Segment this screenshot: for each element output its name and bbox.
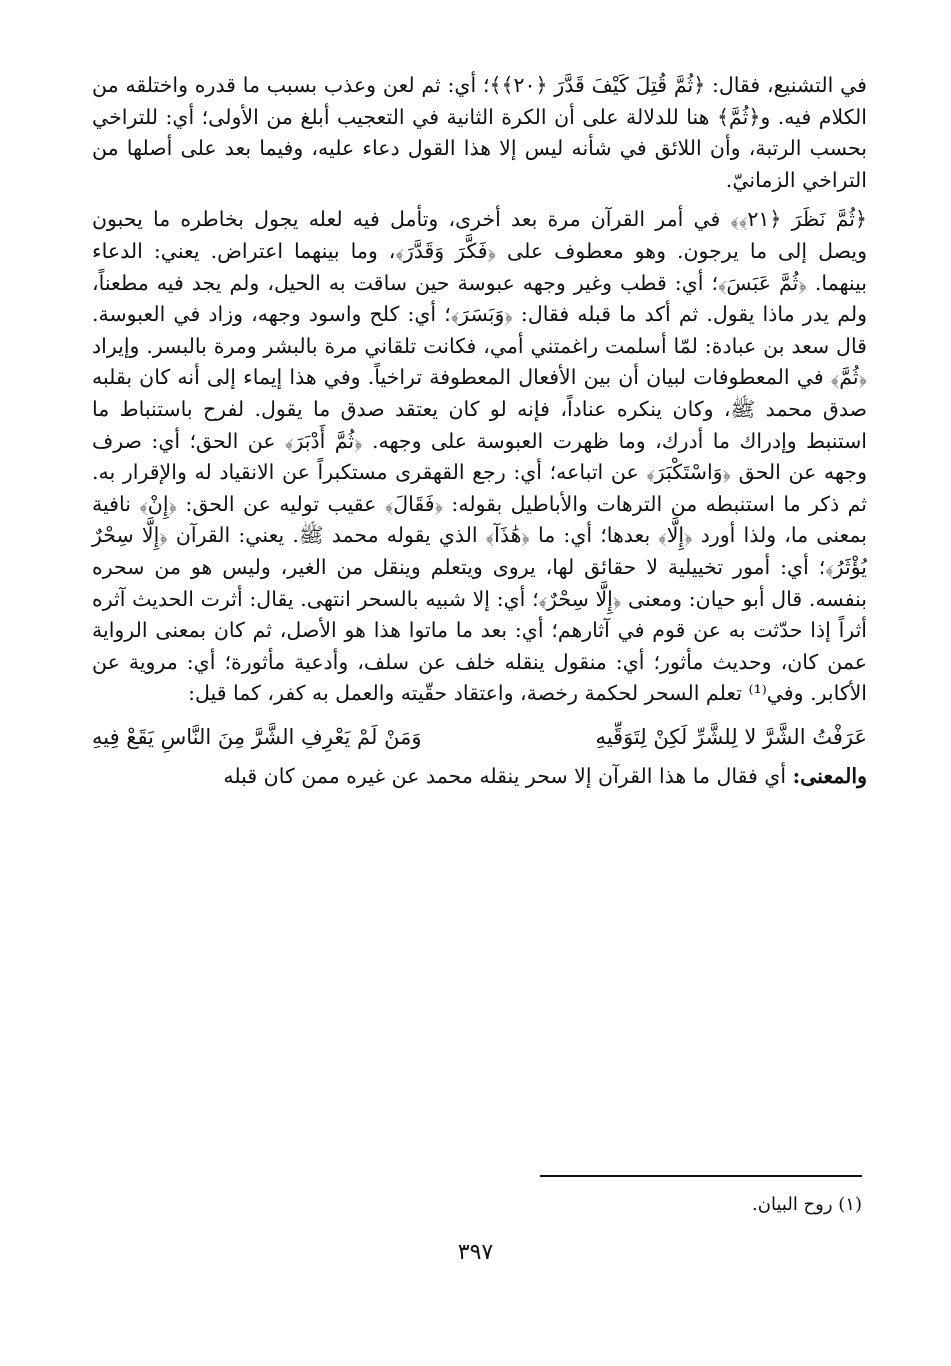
poetry-verse: [92, 720, 867, 754]
meaning-line: [92, 760, 867, 792]
main-text-block: [92, 70, 867, 812]
footnote: (١) روح البيان.: [752, 1194, 862, 1215]
verse-second-hemistich: وَمَنْ لَمْ يَعْرِفِ الشَّرَّ مِنَ النَّاسِ يَقَعْ فِيهِ: [92, 724, 422, 749]
paragraph-1: في التشنيع، فقال: ﴿ثُمَّ قُتِلَ كَيْفَ قَدَّرَ ﴿٢٠﴾﴾؛ أي: ثم لعن وعذب بسبب ما قدره واختلقه من الكلام فيه. و﴿ثُمَّ﴾ هنا للدلالة على أن الكرة الثانية في التعجيب أبلغ من الأولى؛ أي: للتراخي بحسب الرتبة، وأن اللائق في شأنه ليس إلا هذا القول دعاء عليه، وفيما بعد على أصلها من التراخي الزمانيّ.: [92, 73, 867, 192]
meaning-text: أي فقال ما هذا القرآن إلا سحر ينقله محمد عن غيره ممن كان قبله: [223, 763, 793, 788]
paragraph-2: ﴿ثُمَّ نَظَرَ ﴿٢١﴾﴾ في أمر القرآن مرة بعد أخرى، وتأمل فيه لعله يجول بخاطره ما يحبون ويصل إلى ما يرجون. وهو معطوف على ﴿فَكَّرَ وَقَدَّرَ﴾، وما بينهما اعتراض. يعني: الدعاء بينهما. ﴿ثُمَّ عَبَسَ﴾؛ أي: قطب وغير وجهه عبوسة حين ساقت به الحيل، ولم يجد فيه مطعناً، ولم يدر ماذا يقول. ثم أكد ما قبله فقال: ﴿وَبَسَرَ﴾؛ أي: كلح واسود وجهه، وزاد في العبوسة. قال سعد بن عبادة: لمّا أسلمت راغمتني أمي، فكانت تلقاني مرة بالبشر ومرة بالبسر. وإيراد ﴿ثُمَّ﴾ في المعطوفات لبيان أن بين الأفعال المعطوفة تراخياً. وفي هذا إيماء إلى أنه كان بقلبه صدق محمد ﷺ، وكان ينكره عناداً، فإنه لو كان يعتقد صدق ما يقول. لفرح باستنباط ما استنبط وإدراك ما أدرك، وما ظهرت العبوسة على وجهه. ﴿ثُمَّ أَدْبَرَ﴾ عن الحق؛ أي: صرف وجهه عن الحق ﴿وَاسْتَكْبَرَ﴾ عن اتباعه؛ أي: رجع القهقرى مستكبراً عن الانقياد له والإقرار به. ثم ذكر ما استنبطه من الترهات والأباطيل بقوله: ﴿فَقَالَ﴾ عقيب توليه عن الحق: ﴿إِنْ﴾ نافية بمعنى ما، ولذا أورد ﴿إِلَّا﴾ بعدها؛ أي: ما ﴿هَٰذَآ﴾ الذي يقوله محمد ﷺ. يعني: القرآن ﴿إِلَّا سِحْرٌ يُؤْثَرُ﴾؛ أي: أمور تخييلية لا حقائق لها، يروى ويتعلم وينقل من الغير، وليس هو من سحره بنفسه. قال أبو حيان: ومعنى ﴿إِلَّا سِحْرٌ﴾؛ أي: إلا شبيه بالسحر انتهى. يقال: أثرت الحديث آثره أثراً إذا حدّثت به عن قوم في آثارهم؛ أي: بعد ما ماتوا هذا هو الأصل، ثم كان بمعنى الرواية عمن كان، وحديث مأثور؛ أي: منقول ينقله خلف عن سلف، وأدعية مأثورة؛ أي: مروية عن الأكابر. وفي⁽¹⁾ تعلم السحر لحكمة رخصة، واعتقاد حقّيته والعمل به كفر، كما قيل:: [92, 207, 867, 706]
footnote-separator: [540, 1175, 862, 1177]
page-number: ٣٩٧: [457, 1240, 494, 1265]
meaning-label: والمعنى:: [792, 763, 867, 788]
verse-first-hemistich: عَرَفْتُ الشَّرَّ لا لِلشَّرِّ لَكِنْ لِتَوَقِّيهِ: [595, 724, 867, 749]
